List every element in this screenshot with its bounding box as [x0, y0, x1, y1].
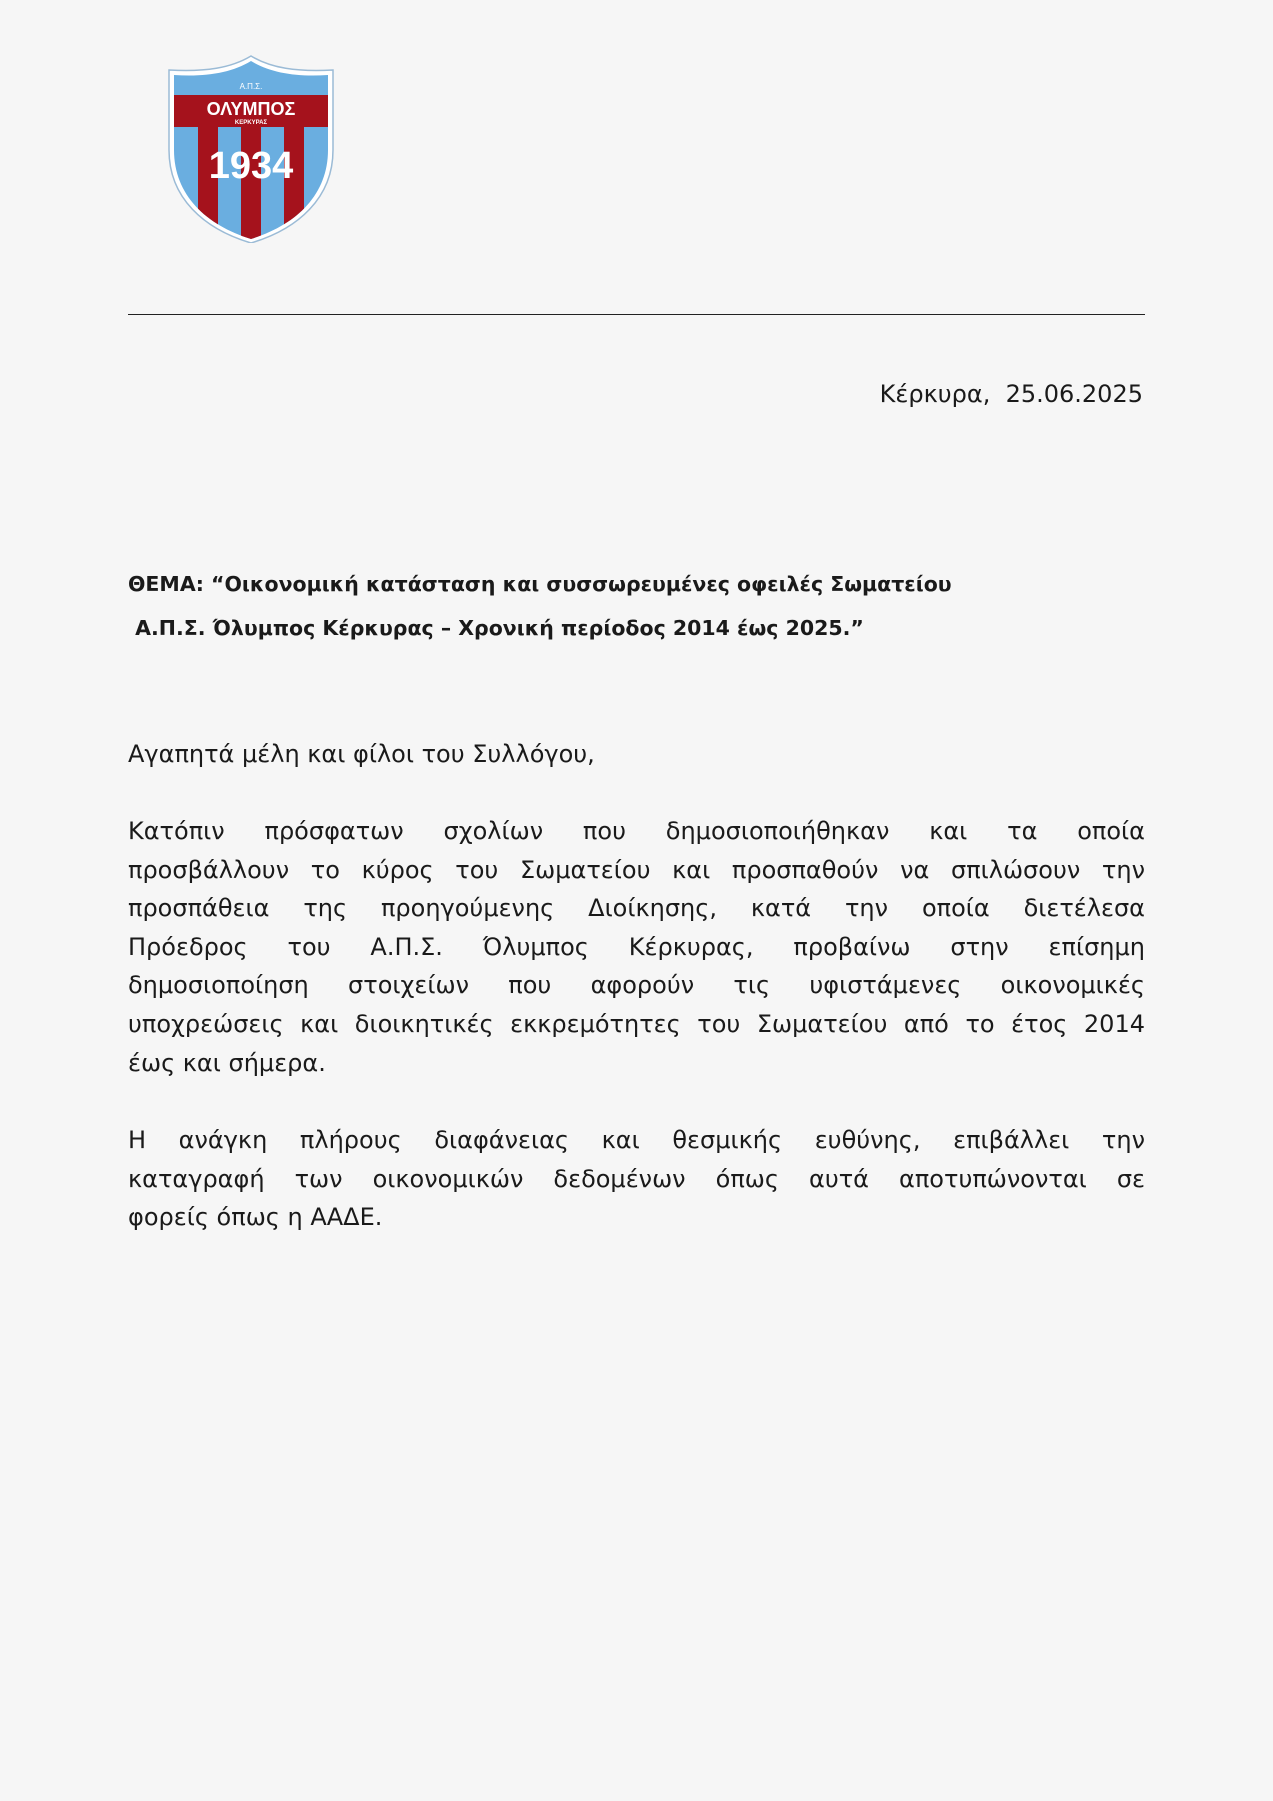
club-logo: [166, 55, 336, 243]
paragraph-line: προσβάλλουν το κύρος του Σωματείου και προσπαθούν να σπιλώσουν την: [128, 855, 1145, 884]
paragraph-line: υποχρεώσεις και διοικητικές εκκρεμότητες του Σωματείου από το έτος 2014: [128, 1009, 1145, 1038]
greeting: Αγαπητά μέλη και φίλοι του Συλλόγου,: [128, 740, 595, 768]
logo-name: ΟΛΥΜΠΟΣ: [206, 99, 296, 119]
subject-line: ΘΕΜΑ: “Οικονομική κατάσταση και συσσωρευμένες οφειλές Σωματείου: [128, 572, 952, 596]
paragraph-line: καταγραφή των οικονομικών δεδομένων όπως αυτά αποτυπώνονται σε: [128, 1164, 1145, 1193]
paragraph-line: δημοσιοποίηση στοιχείων που αφορούν τις υφιστάμενες οικονομικές: [128, 971, 1145, 1000]
paragraph-line: φορείς όπως η ΑΑΔΕ.: [128, 1203, 383, 1232]
paragraph-line: προσπάθεια της προηγούμενης Διοίκησης, κατά την οποία διετέλεσα: [128, 894, 1145, 923]
header-divider: [128, 314, 1145, 315]
logo-top-text: Α.Π.Σ.: [239, 82, 263, 91]
logo-city: ΚΕΡΚΥΡΑΣ: [234, 120, 268, 126]
place-date: Κέρκυρα, 25.06.2025: [879, 380, 1143, 408]
paragraph-line: Η ανάγκη πλήρους διαφάνειας και θεσμικής ευθύνης, επιβάλλει την: [128, 1126, 1145, 1154]
paragraph-line: έως και σήμερα.: [128, 1048, 326, 1077]
paragraph-line: Κατόπιν πρόσφατων σχολίων που δημοσιοποιήθηκαν και τα οποία: [128, 817, 1145, 845]
paragraph-line: Πρόεδρος του Α.Π.Σ. Όλυμπος Κέρκυρας, προβαίνω στην επίσημη: [128, 932, 1145, 961]
body-paragraph: [128, 1121, 1145, 1237]
subject-heading: [128, 562, 1168, 650]
body-paragraph: [128, 812, 1145, 1082]
subject-line: Α.Π.Σ. Όλυμπος Κέρκυρας – Χρονική περίοδος 2014 έως 2025.”: [128, 616, 864, 640]
logo-year: 1934: [208, 145, 294, 187]
